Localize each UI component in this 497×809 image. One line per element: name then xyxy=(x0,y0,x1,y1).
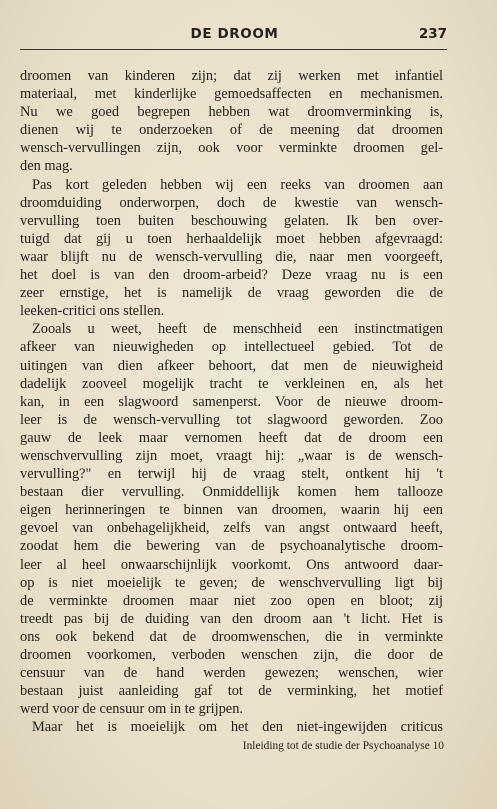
page-number: 237 xyxy=(418,26,447,42)
text-line: leeken-critici ons stellen. xyxy=(20,303,165,320)
text-line: Pas kort geleden hebben wij een reeks van droomen aan xyxy=(32,176,443,193)
text-line: leer is de wensch-vervulling tot slagwoord geworden. Zoo xyxy=(20,411,443,428)
text-line: vervulling toen buiten beschouwing gelaten. Ik ben over- xyxy=(20,212,443,229)
text-line: droomduiding onderworpen, doch de kwestie van wensch- xyxy=(20,194,443,211)
footer-signature: Inleiding tot de studie der Psychoanalyse 10 xyxy=(242,740,444,752)
text-line: treedt pas bij de duiding van den droom aan 't licht. Het is xyxy=(20,610,443,627)
text-line: wenschvervulling zijn moet, vraagt hij: „waar is de wensch- xyxy=(20,447,443,464)
running-head: DE DROOM xyxy=(190,26,279,42)
text-line: zeer ernstige, het is namelijk de vraag geworden die de xyxy=(20,285,443,302)
text-line: de verminkte droomen maar niet zoo open en bloot; zij xyxy=(20,592,443,609)
text-line: tuigd dat gij u toen herhaaldelijk moet hebben afgevraagd: xyxy=(20,230,443,247)
page-header xyxy=(22,24,447,46)
text-line: ons ook bekend dat de droomwenschen, die in verminkte xyxy=(20,628,443,645)
text-line: droomen van kinderen zijn; dat zij werken met infantiel xyxy=(20,68,443,84)
text-line: zoodat hem die bewering van de psychoanalytische droom- xyxy=(20,538,443,555)
text-line: afkeer van nieuwigheden op intellectueel gebied. Tot de xyxy=(20,339,443,356)
text-line: leer al heel onwaarschijnlijk voorkomt. Ons antwoord daar- xyxy=(20,556,443,573)
header-rule xyxy=(20,49,447,50)
body-text xyxy=(20,67,443,736)
text-line: Zooals u weet, heeft de menschheid een instinctmatigen xyxy=(32,321,443,338)
text-line: censuur van de hand werden gewezen; wenschen, wier xyxy=(20,665,443,682)
text-line: bestaan juist aanleiding gaf tot de verminking, het motief xyxy=(20,683,443,700)
text-line: op is niet moeielijk te geven; de wenschvervulling ligt bij xyxy=(20,574,443,591)
text-line: dienen wij te onderzoeken of de meening dat droomen xyxy=(20,122,443,139)
text-line: den mag. xyxy=(20,158,73,175)
text-line: Maar het is moeielijk om het den niet-ingewijden criticus xyxy=(32,719,443,736)
text-line: gauw de leek maar vernomen heeft dat de droom een xyxy=(20,429,443,446)
text-line: gevoel van onbehagelijkheid, zelfs van angst ontwaard heeft, xyxy=(20,520,443,537)
text-line: bestaan dier vervulling. Onmiddellijk komen hem tallooze xyxy=(20,484,443,501)
text-line: uitingen van dien afkeer behoort, dat men de nieuwigheid xyxy=(20,357,443,374)
text-line: kan, in een slagwoord samenperst. Voor de nieuwe droom- xyxy=(20,393,443,410)
text-line: materiaal, met kinderlijke gemoedsaffecten en mechanismen. xyxy=(20,86,443,103)
text-line: werd voor de censuur om in te grijpen. xyxy=(20,701,243,718)
text-line: wensch-vervullingen zijn, ook voor verminkte droomen gel- xyxy=(20,140,443,157)
text-line: droomen voorkomen, verboden wenschen zijn, die door de xyxy=(20,647,443,663)
text-line: eigen herinneringen te binnen van droomen, waarin hij een xyxy=(20,502,443,519)
text-line: dadelijk zooveel mogelijk tracht te verkleinen en, als het xyxy=(20,375,443,392)
text-line: waar blijft nu de wensch-vervulling die, naar men voorgeeft, xyxy=(20,248,443,265)
text-line: Nu we goed begrepen hebben wat droomverminking is, xyxy=(20,104,443,121)
text-line: het doel is van den droom-arbeid? Deze vraag nu is een xyxy=(20,267,443,284)
text-line: vervulling?" en terwijl hij de vraag stelt, ontkent hij 't xyxy=(20,466,443,483)
